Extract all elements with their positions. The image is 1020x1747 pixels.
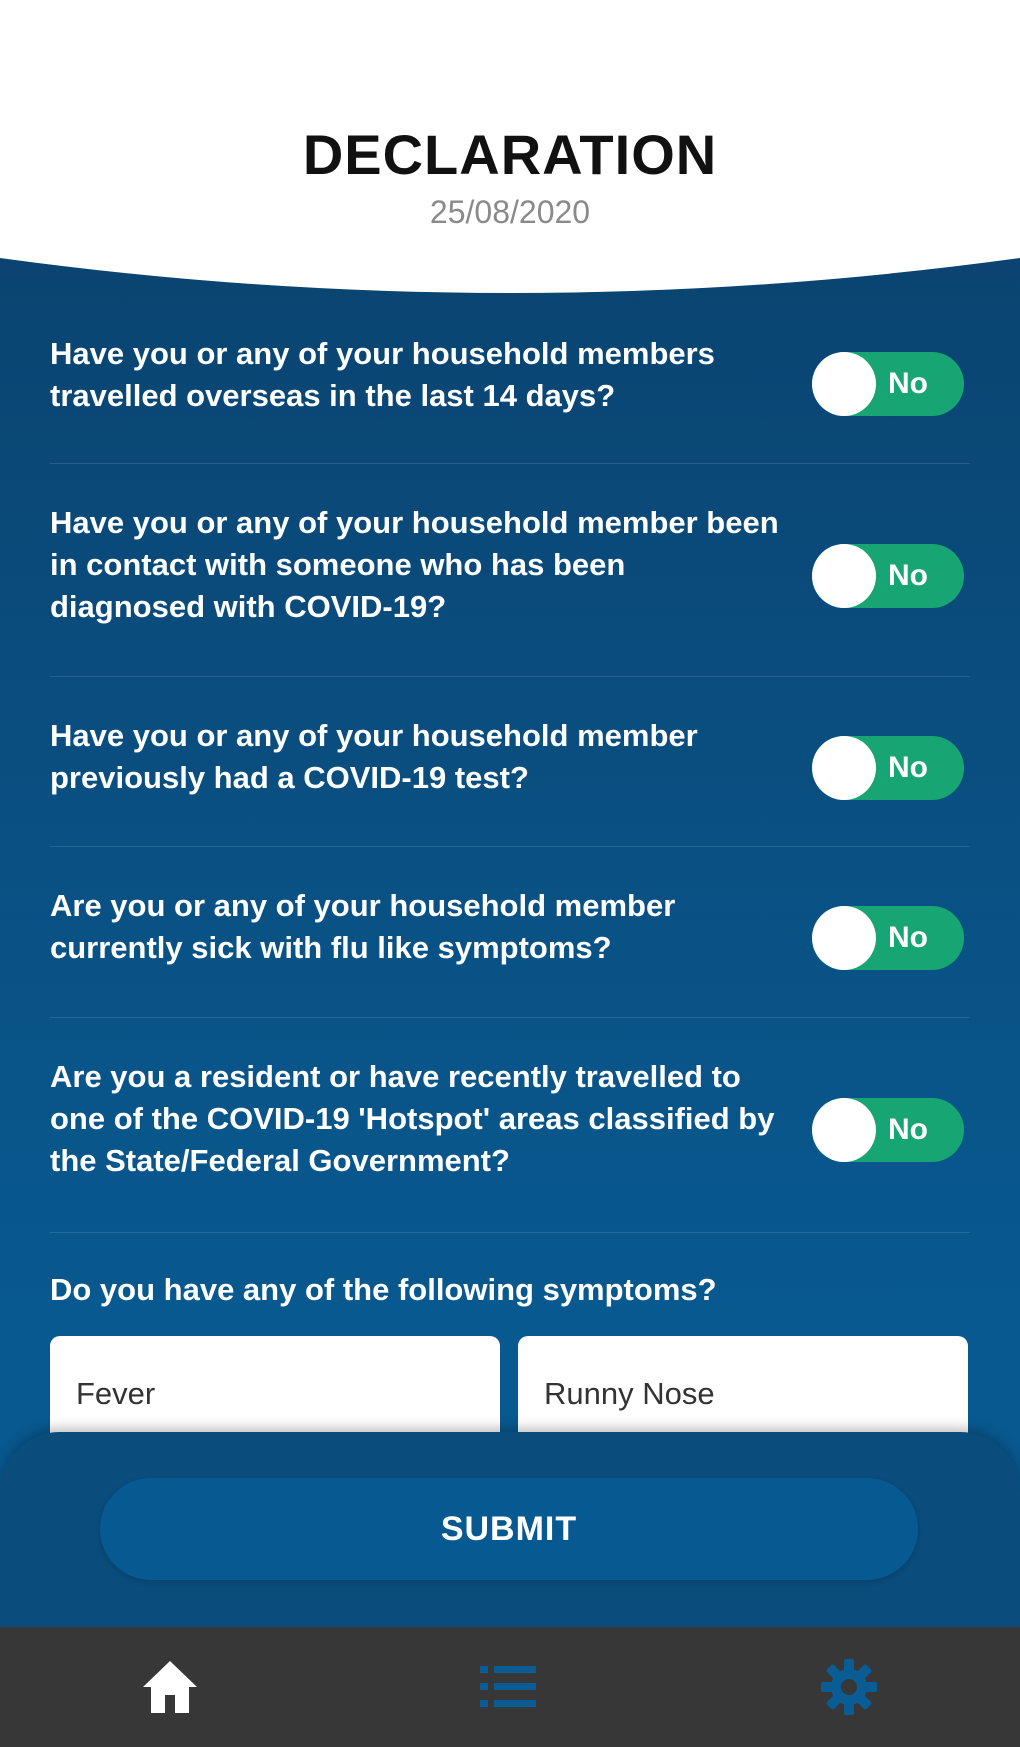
page-title: DECLARATION: [302, 123, 718, 186]
toggle-label: No: [888, 1113, 928, 1146]
question-text: Have you or any of your household member previously had a COVID-19 test?: [50, 718, 698, 795]
divider: [50, 846, 970, 847]
toggle-label: No: [888, 559, 928, 592]
toggle-knob: [812, 544, 876, 608]
symptoms-question: Do you have any of the following symptoms?: [50, 1272, 717, 1307]
answer-toggle-overseas-travel[interactable]: [812, 352, 964, 416]
toggle-label: No: [888, 921, 928, 954]
answer-toggle-previous-test[interactable]: [812, 736, 964, 800]
toggle-label: No: [888, 367, 928, 400]
question-text: Are you a resident or have recently travelled to one of the COVID-19 'Hotspot' areas classified by the State/Federal Government?: [50, 1059, 775, 1178]
toggle-knob: [812, 1098, 876, 1162]
symptom-option-fever[interactable]: Fever: [50, 1336, 500, 1446]
tab-home[interactable]: [110, 1627, 230, 1747]
symptom-option-runny-nose[interactable]: Runny Nose: [518, 1336, 968, 1446]
question-text: Are you or any of your household member currently sick with flu like symptoms?: [50, 888, 676, 965]
home-icon: [140, 1657, 200, 1717]
divider: [50, 1017, 970, 1018]
list-icon: [478, 1657, 538, 1717]
answer-toggle-hotspot-areas[interactable]: [812, 1098, 964, 1162]
tab-settings[interactable]: [789, 1627, 909, 1747]
tab-list[interactable]: [448, 1627, 568, 1747]
gear-icon: [819, 1657, 879, 1717]
divider: [50, 463, 970, 464]
divider: [50, 676, 970, 677]
toggle-knob: [812, 352, 876, 416]
submit-button[interactable]: SUBMIT: [100, 1478, 918, 1580]
declaration-date: 25/08/2020: [429, 194, 591, 230]
toggle-label: No: [888, 751, 928, 784]
question-text: Have you or any of your household members travelled overseas in the last 14 days?: [50, 336, 715, 413]
answer-toggle-flu-symptoms[interactable]: [812, 906, 964, 970]
toggle-knob: [812, 736, 876, 800]
divider: [50, 1232, 970, 1233]
question-text: Have you or any of your household member been in contact with someone who has been diagnosed with COVID-19?: [50, 505, 779, 624]
toggle-knob: [812, 906, 876, 970]
answer-toggle-covid-contact[interactable]: [812, 544, 964, 608]
bottom-tab-bar: [0, 1627, 1020, 1747]
